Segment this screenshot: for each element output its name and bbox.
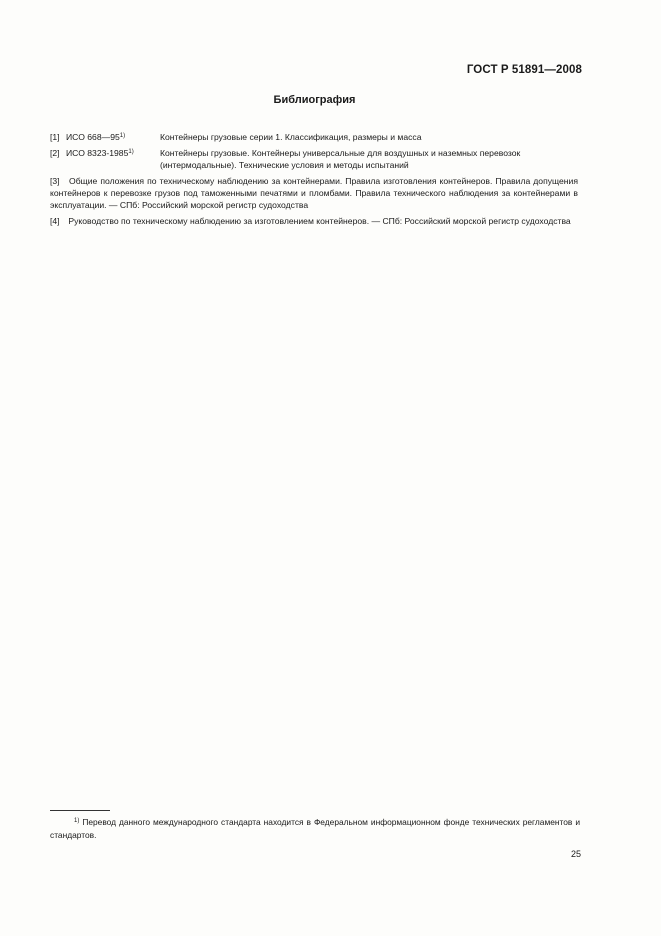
bibliography-entry [50, 147, 578, 171]
footnote-ref: 1) [119, 133, 126, 139]
footnote-divider [50, 810, 110, 811]
bibliography-entry [50, 175, 578, 211]
entry-number: [2] [50, 148, 60, 158]
standard-number: ГОСТ Р 51891—2008 [466, 64, 582, 76]
bibliography-entry [50, 131, 578, 143]
entry-number: [4] [50, 216, 60, 226]
footnote [50, 816, 580, 842]
footnote-text: Перевод данного международного стандарта находится в Федеральном информационном фонде технических регламентов и стандартов. [50, 817, 581, 840]
entry-text: Контейнеры грузовые. Контейнеры универсальные для воздушных и наземных перевозок (интермодальные). Технические условия и методы испытаний [160, 148, 521, 170]
entry-number: [3] [50, 176, 60, 186]
footnote-mark: 1) [74, 818, 80, 824]
bibliography-entry [50, 215, 578, 227]
entry-code: ИСО 8323-1985 [66, 148, 129, 158]
entry-text: Руководство по техническому наблюдению за изготовлением контейнеров. — СПб: Российский морской регистр судоходства [68, 216, 571, 226]
entry-number: [1] [50, 132, 60, 142]
page-title: Библиография [273, 94, 356, 106]
entry-text: Контейнеры грузовые серии 1. Классификация, размеры и масса [160, 132, 422, 142]
entry-text: Общие положения по техническому наблюдению за контейнерами. Правила изготовления контейнеров. Правила допущения контейнеров к перевозке грузов под таможенными печатями и пломбами. Правила технического наблюдения за контейнерами в эксплуатации. — СПб: Российский морской регистр судоходства [50, 176, 578, 210]
entry-code: ИСО 668—95 [66, 132, 120, 142]
bibliography-list [50, 131, 578, 231]
page-number: 25 [570, 849, 581, 859]
footnote-ref: 1) [128, 149, 134, 155]
